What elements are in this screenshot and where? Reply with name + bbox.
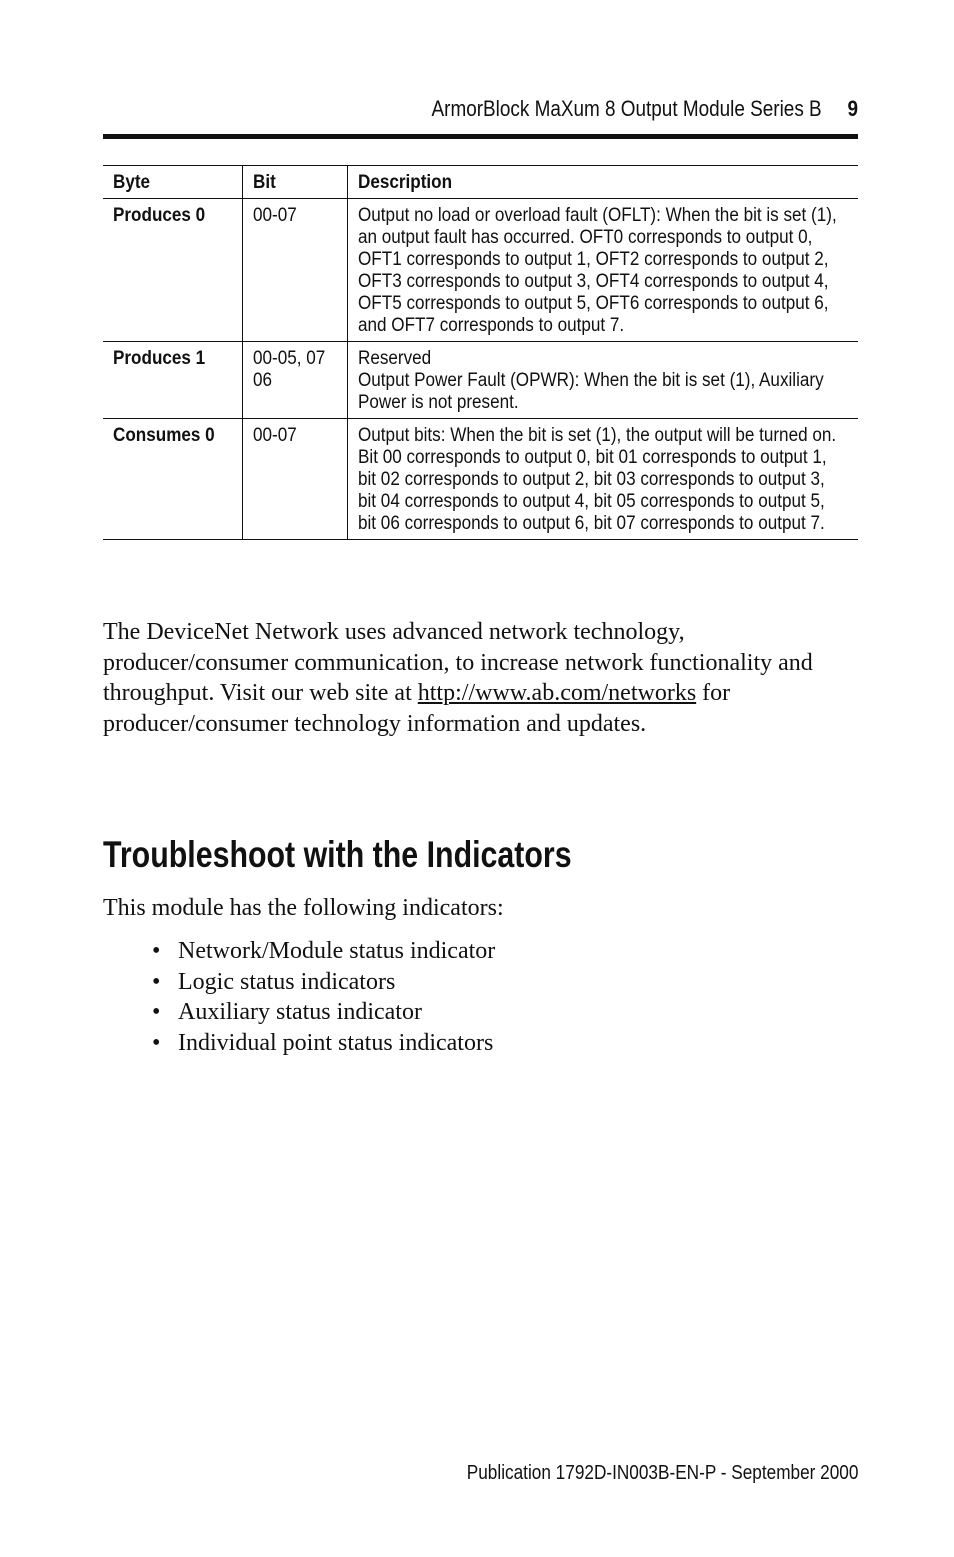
indicator-list xyxy=(152,936,495,1058)
list-item xyxy=(152,1028,495,1059)
table-header-row xyxy=(103,166,858,199)
column-header-byte: Byte xyxy=(103,166,243,199)
cell-byte: Produces 0 xyxy=(103,199,243,342)
header-rule xyxy=(103,134,858,139)
list-item-text: Network/Module status indicator xyxy=(178,938,496,964)
list-item-text: Logic status indicators xyxy=(178,968,396,995)
list-item xyxy=(152,936,495,967)
cell-byte: Consumes 0 xyxy=(103,419,243,540)
bullet-icon: • xyxy=(152,1029,161,1056)
table-row xyxy=(103,199,858,342)
list-item-text: Individual point status indicators xyxy=(178,1029,494,1056)
list-item-text: Auxiliary status indicator xyxy=(178,999,422,1025)
cell-description: Reserved Output Power Fault (OPWR): When the bit is set (1), Auxiliary Power is not present. xyxy=(348,342,859,419)
column-header-bit: Bit xyxy=(243,166,348,199)
page-number: 9 xyxy=(847,96,858,121)
devicenet-paragraph xyxy=(103,617,833,739)
cell-bit: 00-07 xyxy=(243,419,348,540)
section-heading: Troubleshoot with the Indicators xyxy=(103,834,572,875)
table-row xyxy=(103,419,858,540)
paragraph-text-end: for producer/consumer technology information and updates. xyxy=(103,680,731,737)
bullet-icon: • xyxy=(152,938,161,964)
cell-byte: Produces 1 xyxy=(103,342,243,419)
section-intro: This module has the following indicators: xyxy=(103,895,504,921)
column-header-description: Description xyxy=(348,166,859,199)
bullet-icon: • xyxy=(152,999,161,1025)
paragraph-text-start: The DeviceNet Network uses advanced network technology, producer/consumer communication, to increase network functionality and throughput. Visit our web site at xyxy=(103,619,813,706)
cell-bit: 00-05, 07 06 xyxy=(243,342,348,419)
cell-description: Output bits: When the bit is set (1), the output will be turned on. Bit 00 corresponds to output 0, bit 01 corresponds to output 1, bit 02 corresponds to output 2, bit 03 corresponds to output 3, bit 04 corresponds to output 4, bit 05 corresponds to output 5, bit 06 corresponds to output 6, bit 07 corresponds to output 7. xyxy=(348,419,859,540)
document-title: ArmorBlock MaXum 8 Output Module Series B xyxy=(431,96,822,121)
list-item xyxy=(152,967,495,998)
bullet-icon: • xyxy=(152,968,161,995)
io-data-table xyxy=(103,165,858,540)
cell-bit: 00-07 xyxy=(243,199,348,342)
publication-footer: Publication 1792D-IN003B-EN-P - September 2000 xyxy=(466,1462,858,1484)
table-row xyxy=(103,342,858,419)
cell-description: Output no load or overload fault (OFLT): When the bit is set (1), an output fault has occurred. OFT0 corresponds to output 0, OFT1 corresponds to output 1, OFT2 corresponds to output 2, OFT3 corresponds to output 3, OFT4 corresponds to output 4, OFT5 corresponds to output 5, OFT6 corresponds to output 6, and OFT7 corresponds to output 7. xyxy=(348,199,859,342)
networks-link[interactable]: http://www.ab.com/networks xyxy=(417,680,697,706)
running-header xyxy=(209,92,858,126)
list-item xyxy=(152,997,495,1028)
